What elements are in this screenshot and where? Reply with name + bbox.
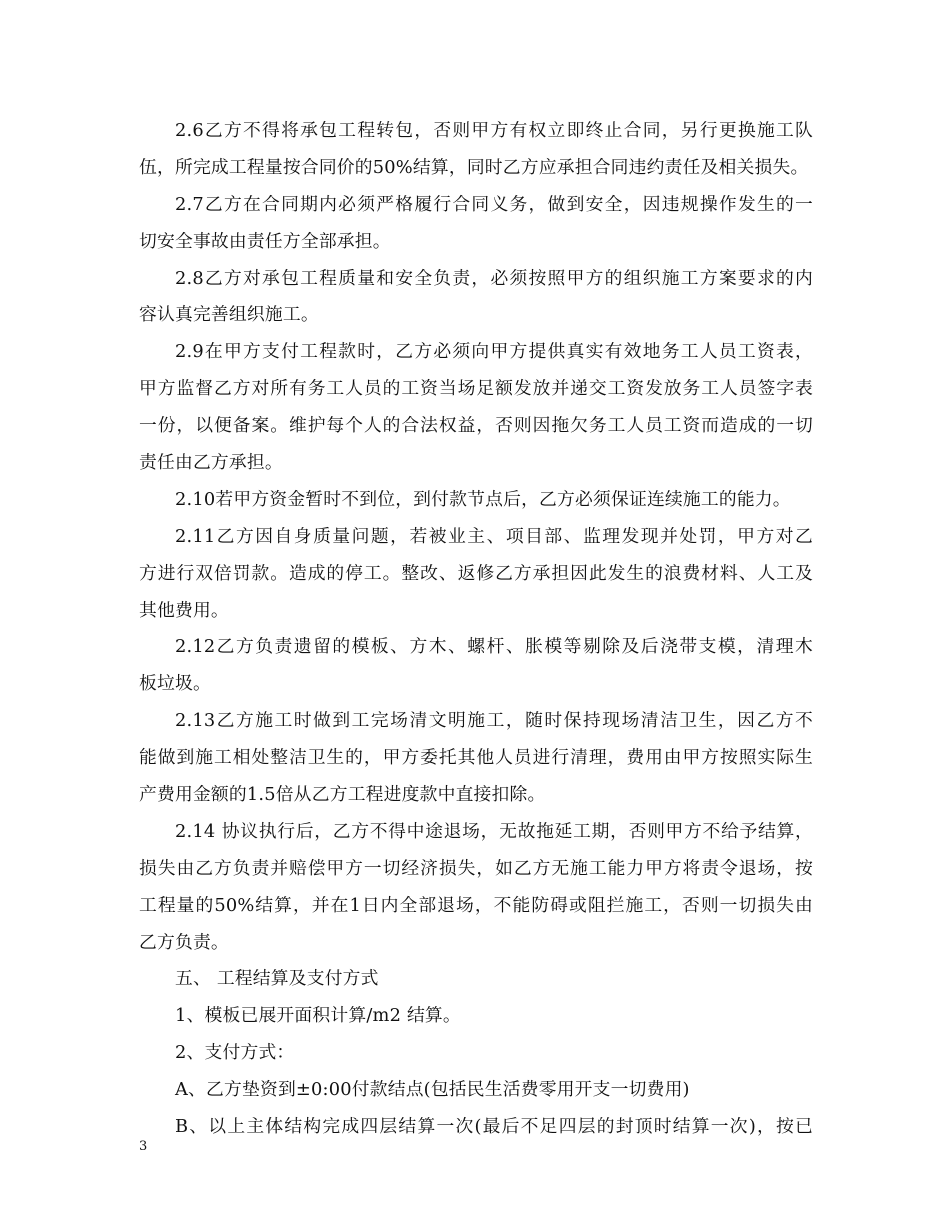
clause-2-6-line-1: 2.6乙方不得将承包工程转包，否则甲方有权立即终止合同，另行更换施工队 — [175, 120, 813, 141]
clause-2-12-line-2: 板垃圾。 — [139, 673, 211, 695]
clause-2-7-line-1: 2.7乙方在合同期内必须严格履行合同义务，做到安全，因违规操作发生的一 — [175, 193, 813, 215]
clause-2-11-line-2: 方进行双倍罚款。造成的停工。整改、返修乙方承担因此发生的浪费材料、人工及 — [139, 562, 813, 584]
document-body — [139, 113, 813, 1146]
clause-2-10-line-1: 2.10若甲方资金暂时不到位，到付款节点后，乙方必须保证连续施工的能力。 — [175, 488, 791, 510]
clause-2-13-line-1: 2.13乙方施工时做到工完场清文明施工，随时保持现场清洁卫生，因乙方不 — [175, 710, 813, 732]
clause-2-11-line-3: 其他费用。 — [139, 599, 229, 621]
clause-2-11-line-1: 2.11乙方因自身质量问题，若被业主、项目部、监理发现并处罚，甲方对乙 — [175, 525, 813, 547]
clause-2-6-line-2: 伍，所完成工程量按合同价的50%结算，同时乙方应承担合同违约责任及相关损失。 — [139, 156, 809, 178]
clause-2-12-line-1: 2.12乙方负责遗留的模板、方木、螺杆、胀模等剔除及后浇带支模，清理木 — [175, 636, 813, 658]
payment-item-a: A、乙方垫资到±0:00付款结点(包括民生活费零用开支一切费用) — [175, 1079, 690, 1101]
clause-2-14-line-2: 损失由乙方负责并赔偿甲方一切经济损失，如乙方无施工能力甲方将责令退场，按 — [139, 857, 813, 879]
clause-2-13-line-3: 产费用金额的1.5倍从乙方工程进度款中直接扣除。 — [139, 784, 546, 806]
clause-2-9-line-3: 一份，以便备案。维护每个人的合法权益，否则因拖欠务工人员工资而造成的一切 — [139, 415, 813, 437]
clause-2-8-line-1: 2.8乙方对承包工程质量和安全负责，必须按照甲方的组织施工方案要求的内 — [175, 267, 813, 289]
page-number: 3 — [139, 1139, 148, 1154]
settlement-item-1: 1、模板已展开面积计算/m2 结算。 — [175, 1005, 461, 1027]
clause-2-14-line-4: 乙方负责。 — [139, 931, 229, 953]
clause-2-13-line-2: 能做到施工相处整洁卫生的，甲方委托其他人员进行清理，费用由甲方按照实际生 — [139, 747, 813, 769]
clause-2-9-line-2: 甲方监督乙方对所有务工人员的工资当场足额发放并递交工资发放务工人员签字表 — [139, 378, 813, 400]
section-five-heading: 五、 工程结算及支付方式 — [175, 968, 379, 990]
clause-2-14-line-1: 2.14 协议执行后，乙方不得中途退场，无故拖延工期，否则甲方不给予结算， — [175, 820, 813, 842]
settlement-item-2: 2、支付方式： — [175, 1042, 295, 1064]
clause-2-9-line-4: 责任由乙方承担。 — [139, 452, 283, 474]
clause-2-8-line-2: 容认真完善组织施工。 — [139, 304, 319, 326]
clause-2-14-line-3: 工程量的50%结算，并在1日内全部退场，不能防碍或阻拦施工，否则一切损失由 — [139, 894, 813, 916]
clause-2-9-line-1: 2.9在甲方支付工程款时，乙方必须向甲方提供真实有效地务工人员工资表， — [175, 341, 813, 363]
payment-item-b: B、以上主体结构完成四层结算一次(最后不足四层的封顶时结算一次)，按已 — [175, 1116, 813, 1138]
clause-2-7-line-2: 切安全事故由责任方全部承担。 — [139, 230, 391, 252]
